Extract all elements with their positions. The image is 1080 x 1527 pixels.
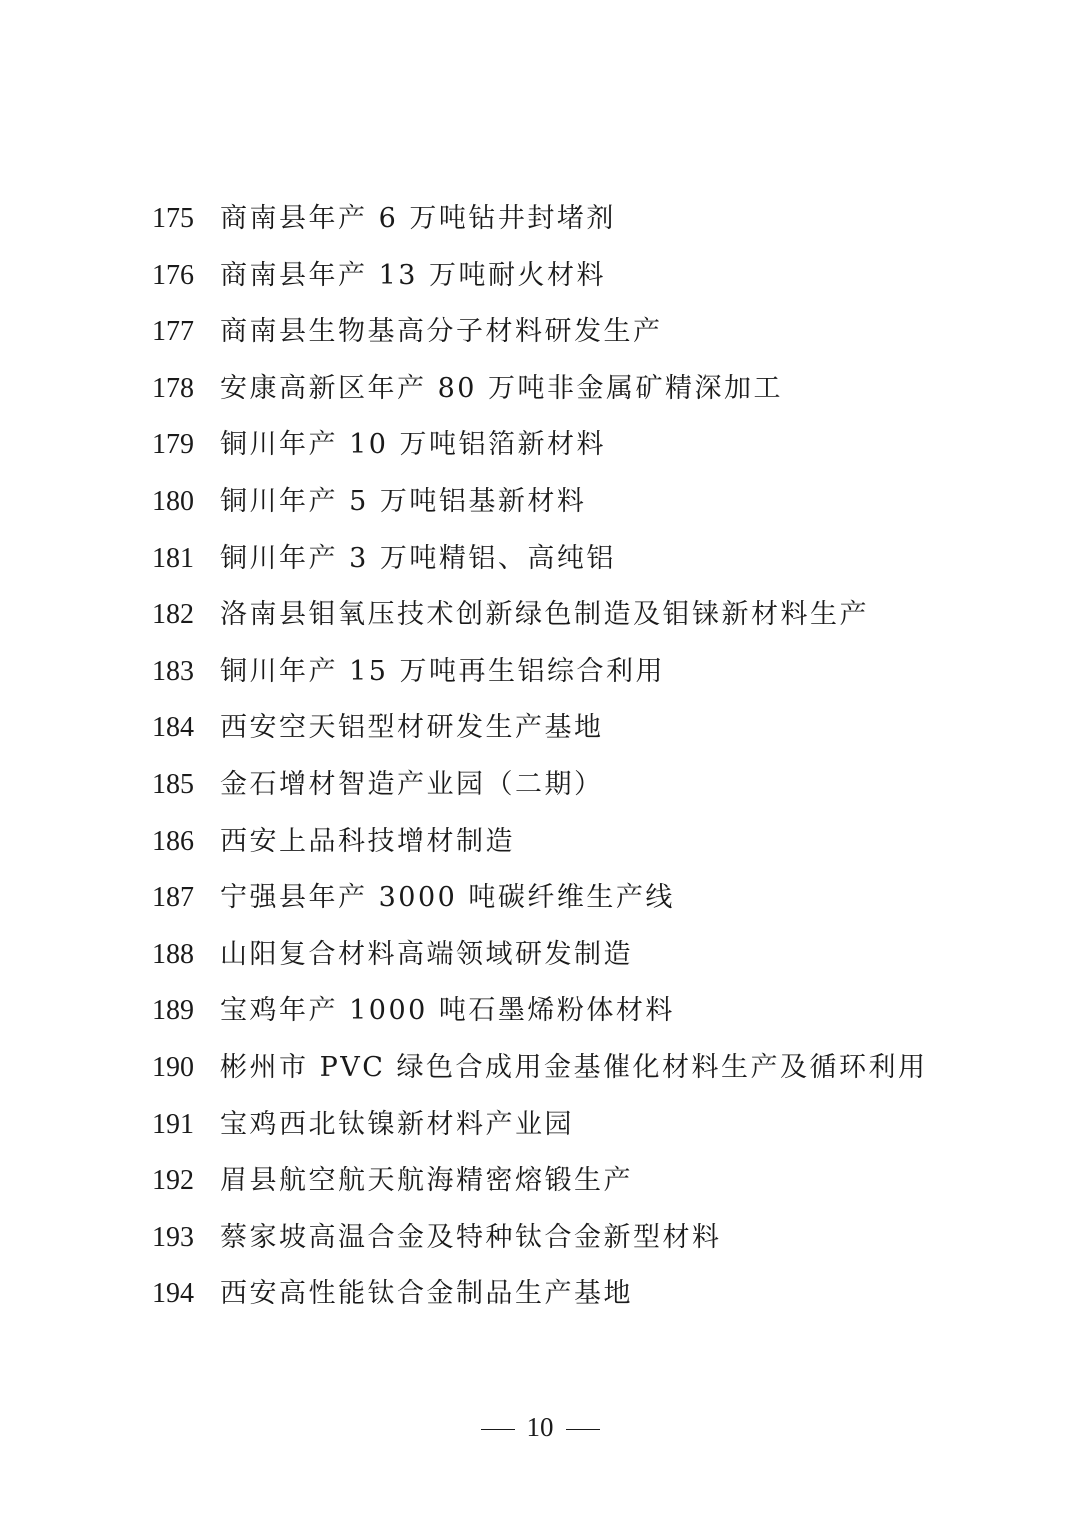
list-item — [152, 1274, 633, 1314]
item-number: 178 — [152, 372, 194, 404]
item-text: 宁强县年产 3000 吨碳纤维生产线 — [220, 882, 675, 914]
item-number: 184 — [152, 712, 194, 744]
item-number: 192 — [152, 1165, 194, 1197]
item-text: 眉县航空航天航海精密熔锻生产 — [220, 1165, 633, 1197]
item-text: 山阳复合材料高端领域研发制造 — [220, 938, 633, 970]
list-item — [152, 369, 783, 409]
item-text: 西安高性能钛合金制品生产基地 — [220, 1278, 633, 1310]
list-item — [152, 878, 675, 918]
page-footer — [0, 1407, 1080, 1447]
item-number: 175 — [152, 203, 194, 234]
list-item — [152, 256, 606, 296]
item-number: 194 — [152, 1278, 194, 1310]
list-item — [152, 595, 869, 635]
list-item — [152, 1105, 574, 1145]
list-item — [152, 539, 616, 579]
item-number: 191 — [152, 1108, 194, 1140]
item-text: 西安上品科技增材制造 — [220, 825, 515, 857]
footer-dash-left — [481, 1429, 515, 1430]
item-text: 西安空天铝型材研发生产基地 — [220, 712, 604, 744]
item-number: 176 — [152, 259, 194, 291]
item-number: 190 — [152, 1052, 194, 1083]
item-number: 193 — [152, 1221, 194, 1253]
list-item — [152, 708, 604, 748]
item-text: 安康高新区年产 80 万吨非金属矿精深加工 — [220, 372, 784, 404]
item-number: 180 — [152, 486, 194, 517]
list-item — [152, 1048, 928, 1088]
list-item — [152, 822, 515, 862]
item-number: 183 — [152, 655, 194, 687]
item-number: 189 — [152, 995, 194, 1027]
item-number: 182 — [152, 599, 194, 631]
list-item — [152, 312, 663, 352]
item-text: 宝鸡年产 1000 吨石墨烯粉体材料 — [220, 995, 675, 1027]
item-text: 蔡家坡高温合金及特种钛合金新型材料 — [220, 1221, 722, 1253]
page-number: 10 — [526, 1412, 554, 1442]
item-text: 商南县年产 6 万吨钻井封堵剂 — [220, 203, 616, 234]
item-number: 179 — [152, 429, 194, 461]
item-number: 177 — [152, 316, 194, 348]
item-text: 铜川年产 3 万吨精铝、高纯铝 — [220, 542, 616, 574]
item-number: 187 — [152, 882, 194, 914]
list-item — [152, 199, 616, 239]
item-text: 洛南县钼氧压技术创新绿色制造及钼铼新材料生产 — [220, 599, 869, 631]
item-text: 商南县生物基高分子材料研发生产 — [220, 316, 663, 348]
item-number: 188 — [152, 938, 194, 970]
item-number: 186 — [152, 825, 194, 857]
list-item — [152, 1218, 722, 1258]
item-text: 铜川年产 15 万吨再生铝综合利用 — [220, 655, 666, 687]
list-item — [152, 1161, 633, 1201]
list-item — [152, 425, 606, 465]
item-text: 铜川年产 10 万吨铝箔新材料 — [220, 429, 607, 461]
list-item — [152, 935, 633, 975]
list-item — [152, 765, 604, 805]
item-text: 铜川年产 5 万吨铝基新材料 — [220, 486, 587, 517]
list-item — [152, 991, 675, 1031]
item-text: 商南县年产 13 万吨耐火材料 — [220, 259, 607, 291]
item-text: 宝鸡西北钛镍新材料产业园 — [220, 1108, 574, 1140]
list-item — [152, 482, 586, 522]
list-item — [152, 652, 665, 692]
item-text: 金石增材智造产业园（二期） — [220, 769, 604, 800]
item-number: 185 — [152, 769, 194, 800]
footer-dash-right — [566, 1429, 600, 1430]
item-number: 181 — [152, 542, 194, 574]
item-text: 彬州市 PVC 绿色合成用金基催化材料生产及循环利用 — [220, 1052, 928, 1083]
